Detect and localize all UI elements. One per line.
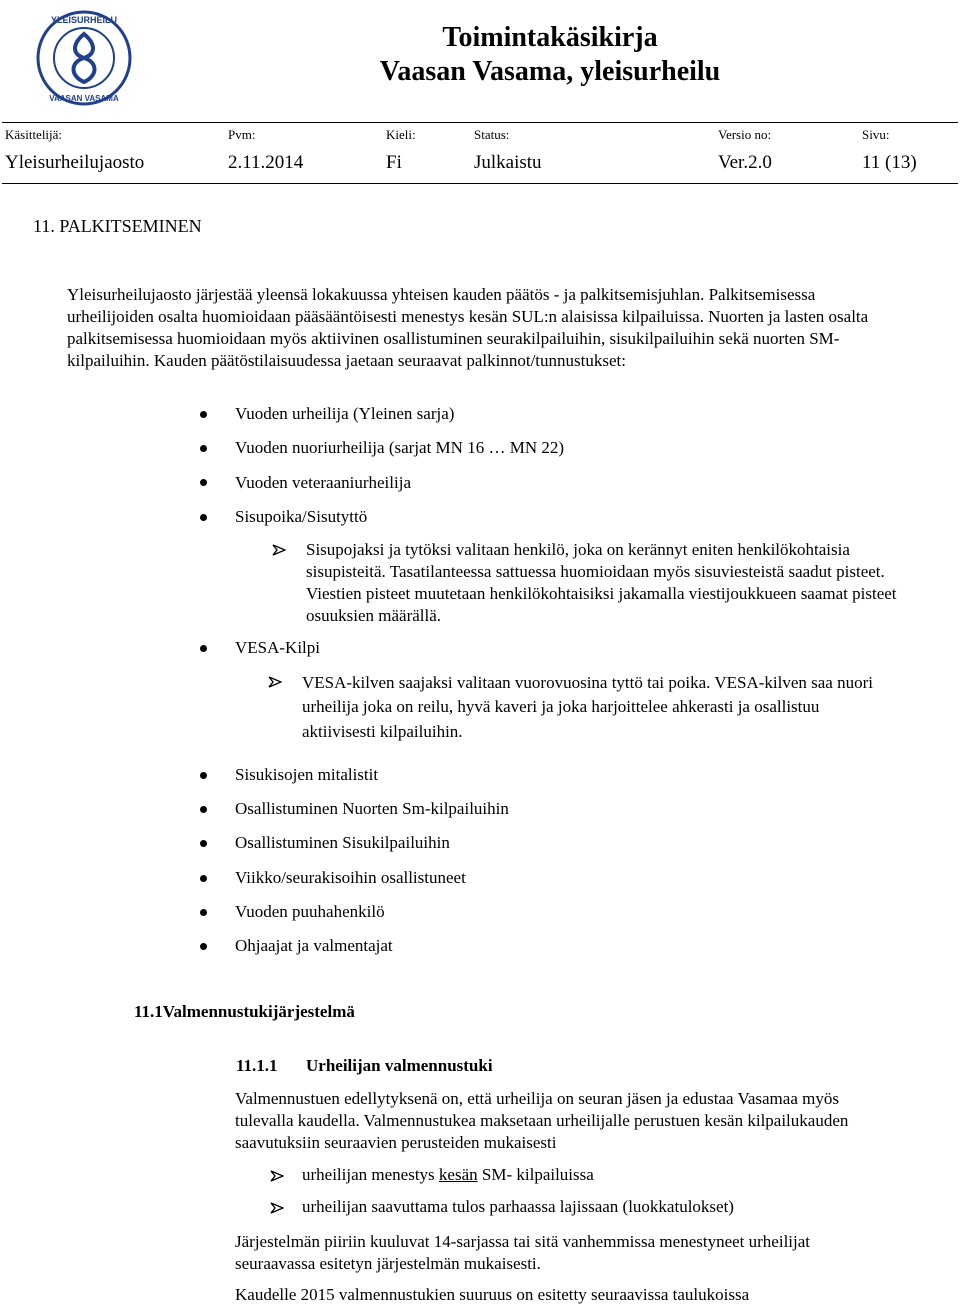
- document-title: Toimintakäsikirja: [442, 22, 658, 53]
- criteria-underlined-word: kesän: [438, 1165, 478, 1184]
- intro-line: urheilijoiden osalta huomioidaan pääsääntöisesti menestys kesän SUL:n alaisissa kilpailuissa. Nuorten ja lasten osalta: [67, 307, 869, 326]
- meta-value-language: Fi: [386, 152, 402, 173]
- criteria-text: SM- kilpailuissa: [477, 1165, 594, 1184]
- support-paragraph-line: Kaudelle 2015 valmennustukien suuruus on esitetty seuraavissa taulukoissa: [235, 1285, 750, 1304]
- meta-value-date: 2.11.2014: [228, 152, 304, 173]
- sub-subsection-title: Urheilijan valmennustuki: [306, 1056, 493, 1075]
- vesa-note-line: VESA-kilven saajaksi valitaan vuorovuosina tyttö tai poika. VESA-kilven saa nuori: [302, 673, 873, 692]
- bullet-dot: [200, 411, 207, 418]
- intro-line: Yleisurheilujaosto järjestää yleensä lokakuussa yhteisen kauden päätös - ja palkitsemisjuhlan. Palkitsemisessa: [67, 285, 816, 304]
- meta-label-page: Sivu:: [862, 127, 890, 142]
- vesa-note-line: urheilija joka on reilu, hyvä kaveri ja joka harjoittelee ahkerasti ja osallistuu: [302, 697, 820, 716]
- bullet-dot: [200, 875, 207, 882]
- support-paragraph-line: Järjestelmän piiriin kuuluvat 14-sarjassa tai sitä vanhemmissa menestyneet urheilijat: [235, 1232, 811, 1251]
- bullet-dot: [200, 645, 207, 652]
- award-item: Vuoden puuhahenkilö: [235, 902, 385, 921]
- meta-label-handler: Käsittelijä:: [5, 127, 63, 142]
- intro-line: palkitsemisessa huomioidaan myös aktiivinen osallistuminen seurakilpailuihin, sisukilpailuihin sekä nuorten SM-: [67, 329, 840, 348]
- arrow-bullet-icon: [270, 1170, 284, 1182]
- award-item: Osallistuminen Sisukilpailuihin: [235, 833, 450, 852]
- bullet-dot: [200, 909, 207, 916]
- award-item: Vuoden nuoriurheilija (sarjat MN 16 … MN 22): [235, 438, 565, 457]
- bullet-dot: [200, 772, 207, 779]
- award-item: Sisukisojen mitalistit: [235, 765, 379, 784]
- bullet-dot: [200, 943, 207, 950]
- criteria-item: urheilijan saavuttama tulos parhaassa lajissaan (luokkatulokset): [302, 1197, 734, 1216]
- bullet-dot: [200, 840, 207, 847]
- bullet-dot: [200, 806, 207, 813]
- support-paragraph-line: seuraavassa esitetyn järjestelmän mukaisesti.: [235, 1254, 541, 1273]
- document-subtitle: Vaasan Vasama, yleisurheilu: [379, 56, 721, 87]
- club-logo: [34, 8, 134, 108]
- sisu-note-line: Sisupojaksi ja tytöksi valitaan henkilö, joka on kerännyt eniten henkilökohtaisia: [306, 540, 850, 559]
- sisu-note-line: osuuksien määrällä.: [306, 606, 442, 625]
- support-paragraph-line: saavutuksiin seuraavien perusteiden mukaisesti: [235, 1133, 557, 1152]
- award-item: Osallistuminen Nuorten Sm-kilpailuihin: [235, 799, 509, 818]
- meta-value-version: Ver.2.0: [718, 152, 772, 173]
- criteria-item: [302, 1165, 594, 1185]
- arrow-bullet-icon: [272, 544, 286, 556]
- arrow-bullet-icon: [268, 676, 282, 688]
- award-item: Vuoden urheilija (Yleinen sarja): [235, 404, 455, 423]
- meta-value-page: 11 (13): [862, 152, 917, 173]
- sisu-note-line: Viestien pisteet muutetaan henkilökohtaisiksi jakamalla viestijoukkueen saamat pisteet: [306, 584, 897, 603]
- criteria-text: urheilijan menestys: [302, 1165, 439, 1184]
- award-item: Sisupoika/Sisutyttö: [235, 507, 368, 526]
- support-paragraph-line: tulevalla kaudella. Valmennustukea maksetaan urheilijalle perustuen kesän kilpailukauden: [235, 1111, 849, 1130]
- header-divider-bottom: [2, 183, 958, 184]
- award-item-vesa: VESA-Kilpi: [235, 638, 320, 657]
- support-paragraph-line: Valmennustuen edellytyksenä on, että urheilija on seuran jäsen ja edustaa Vasamaa myös: [235, 1089, 839, 1108]
- meta-value-status: Julkaistu: [474, 152, 542, 173]
- award-item: Viikko/seurakisoihin osallistuneet: [235, 868, 466, 887]
- meta-label-date: Pvm:: [228, 127, 256, 142]
- arrow-bullet-icon: [270, 1202, 284, 1214]
- vesa-note-line: aktiivisesti kilpailuihin.: [302, 722, 463, 741]
- meta-label-language: Kieli:: [386, 127, 416, 142]
- bullet-dot: [200, 445, 207, 452]
- meta-value-handler: Yleisurheilujaosto: [5, 152, 145, 173]
- intro-line: kilpailuihin. Kauden päätöstilaisuudessa jaetaan seuraavat palkinnot/tunnustukset:: [67, 351, 626, 370]
- sisu-note-line: sisupisteitä. Tasatilanteessa sattuessa huomioidaan myös sisuviesteistä saadut pisteet.: [306, 562, 885, 581]
- bullet-dot: [200, 479, 207, 486]
- award-item: Vuoden veteraaniurheilija: [235, 473, 411, 492]
- section-heading: 11. PALKITSEMINEN: [33, 216, 202, 236]
- sub-subsection-number: 11.1.1: [236, 1056, 278, 1075]
- svg-text:VAASAN VASAMA: VAASAN VASAMA: [49, 94, 119, 103]
- meta-label-version: Versio no:: [718, 127, 772, 142]
- header-divider-top: [2, 122, 958, 123]
- svg-text:YLEISURHEILU: YLEISURHEILU: [50, 15, 118, 25]
- bullet-dot: [200, 514, 207, 521]
- award-item: Ohjaajat ja valmentajat: [235, 936, 393, 955]
- meta-label-status: Status:: [474, 127, 510, 142]
- subsection-heading: 11.1Valmennustukijärjestelmä: [134, 1002, 355, 1021]
